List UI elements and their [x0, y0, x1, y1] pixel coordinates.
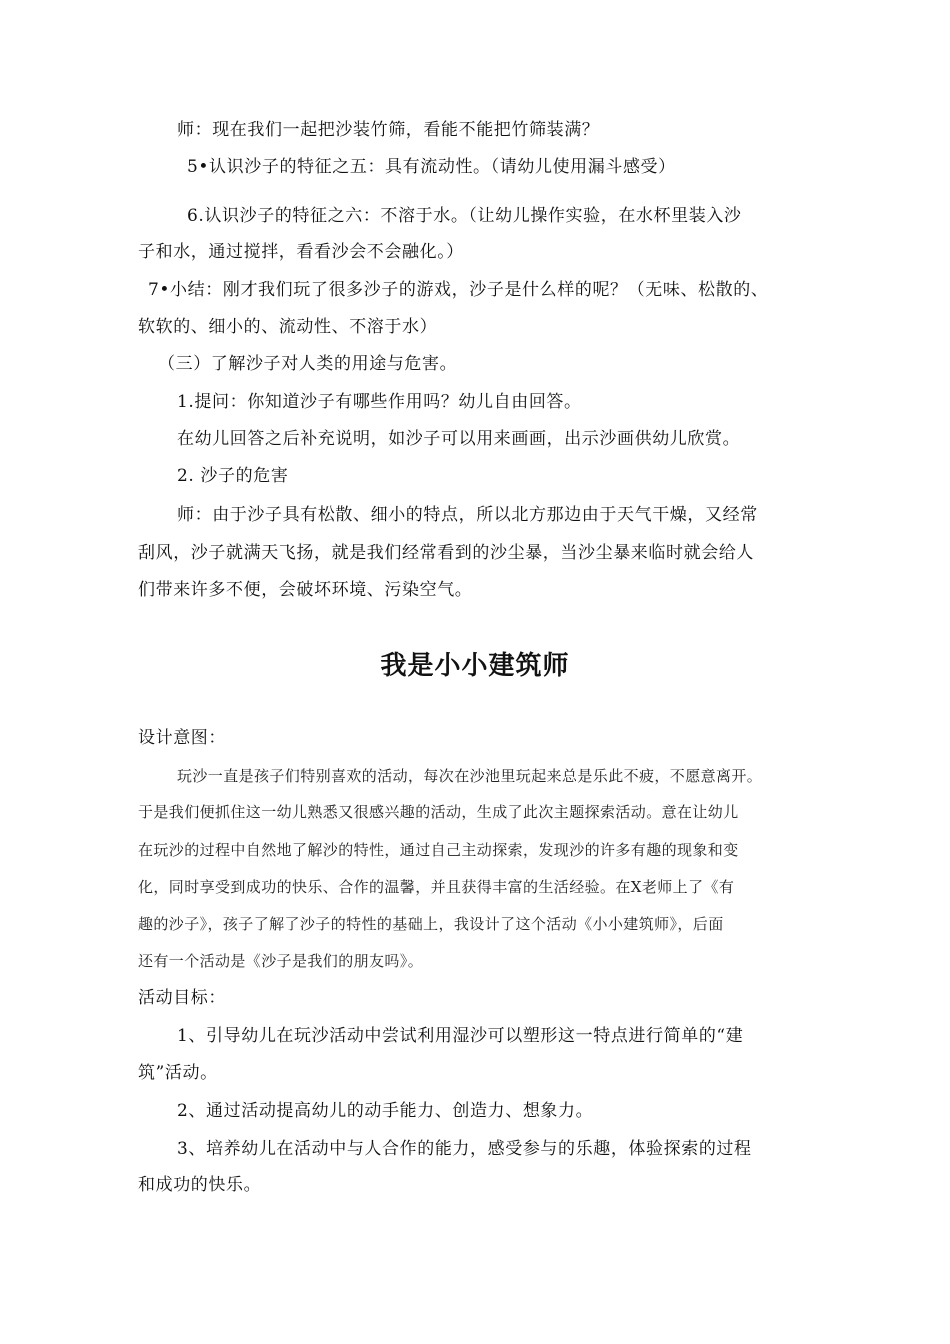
goal-item: 3、培养幼儿在活动中与人合作的能力，感受参与的乐趣，体验探索的过程	[177, 1139, 752, 1159]
goal-item: 1、引导幼儿在玩沙活动中尝试利用湿沙可以塑形这一特点进行简单的“建	[177, 1026, 744, 1046]
goal-item: 2、通过活动提高幼儿的动手能力、创造力、想象力。	[177, 1101, 594, 1121]
paragraph-line: 2. 沙子的危害	[177, 466, 289, 486]
paragraph-line: 在玩沙的过程中自然地了解沙的特性，通过自己主动探索，发现沙的许多有趣的现象和变	[138, 841, 739, 859]
paragraph-line: 6.认识沙子的特征之六：不溶于水。（让幼儿操作实验，在水杯里装入沙	[187, 206, 742, 226]
paragraph-line: 于是我们便抓住这一幼儿熟悉又很感兴趣的活动，生成了此次主题探索活动。意在让幼儿	[138, 803, 739, 821]
goal-item-continued: 和成功的快乐。	[138, 1175, 262, 1195]
paragraph-line: 师：由于沙子具有松散、细小的特点，所以北方那边由于天气干燥，又经常	[177, 505, 758, 525]
paragraph-line: 在幼儿回答之后补充说明，如沙子可以用来画画，出示沙画供幼儿欣赏。	[177, 429, 741, 449]
paragraph-line: 软软的、细小的、流动性、不溶于水）	[138, 317, 438, 337]
paragraph-line: 趣的沙子》，孩子了解了沙子的特性的基础上，我设计了这个活动《小小建筑师》，后面	[138, 915, 724, 933]
section-heading: 设计意图：	[138, 728, 226, 748]
section-heading: （三）了解沙子对人类的用途与危害。	[158, 354, 458, 374]
goal-item-continued: 筑”活动。	[138, 1063, 218, 1083]
paragraph-line: 子和水，通过搅拌，看看沙会不会融化。）	[138, 242, 464, 262]
paragraph-line: 还有一个活动是《沙子是我们的朋友吗》。	[138, 952, 424, 970]
paragraph-line: 化，同时享受到成功的快乐、合作的温馨，并且获得丰富的生活经验。在X老师上了《有	[138, 878, 735, 896]
section-heading: 活动目标：	[138, 988, 226, 1008]
paragraph-line: 5•认识沙子的特征之五：具有流动性。（请幼儿使用漏斗感受）	[187, 157, 676, 177]
paragraph-line: 师：现在我们一起把沙装竹筛，看能不能把竹筛装满？	[177, 120, 600, 140]
paragraph-line: 玩沙一直是孩子们特别喜欢的活动，每次在沙池里玩起来总是乐此不疲，不愿意离开。	[177, 767, 763, 785]
paragraph-line: 1.提问：你知道沙子有哪些作用吗？幼儿自由回答。	[177, 392, 582, 412]
paragraph-line: 们带来许多不便，会破坏环境、污染空气。	[138, 580, 473, 600]
page-title: 我是小小建筑师	[380, 651, 570, 681]
paragraph-line: 7•小结：刚才我们玩了很多沙子的游戏，沙子是什么样的呢？（无味、松散的、	[148, 280, 769, 300]
paragraph-line: 刮风，沙子就满天飞扬，就是我们经常看到的沙尘暴，当沙尘暴来临时就会给人	[138, 543, 754, 563]
